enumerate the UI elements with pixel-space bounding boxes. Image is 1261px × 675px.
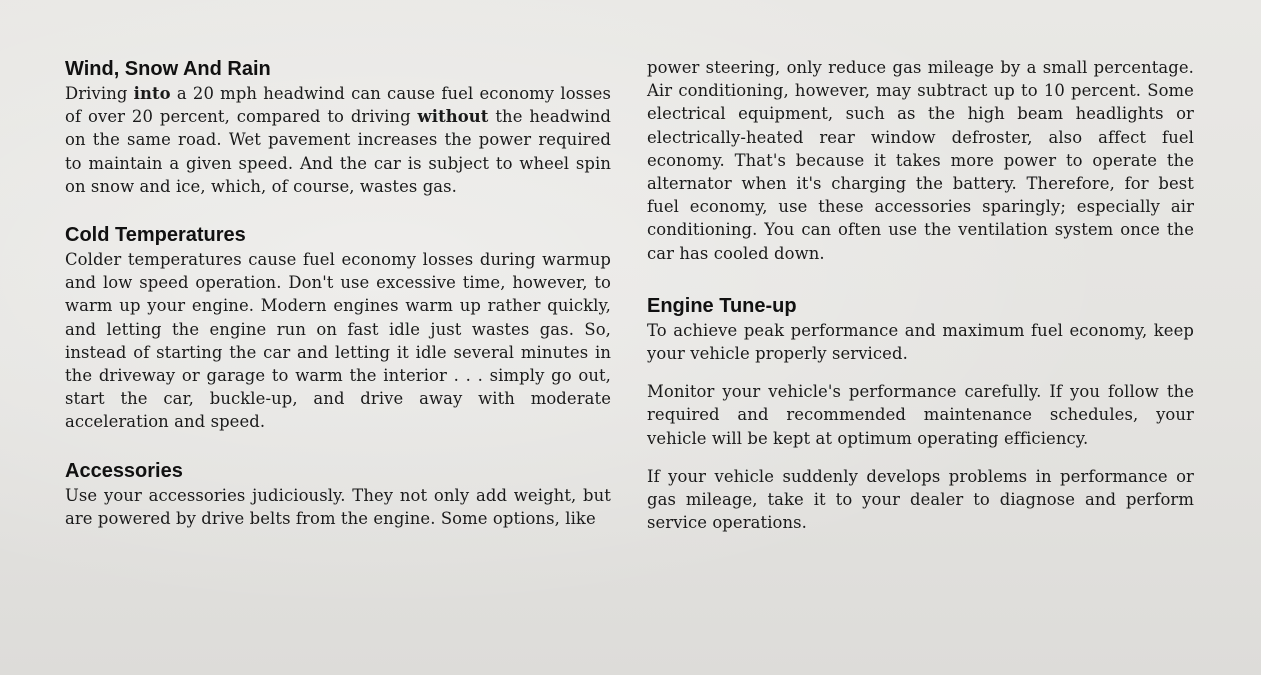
paragraph-gap [647, 450, 1194, 465]
engine-tuneup-para-1: To achieve peak performance and maximum fuel economy, keep your vehicle properly serviced. [647, 320, 1194, 364]
right-column [647, 56, 1194, 534]
engine-tuneup-para-3: If your vehicle suddenly develops problems in performance or gas mileage, take it to your dealer to diagnose and perform service operations. [647, 466, 1194, 533]
cold-temperatures-text: Colder temperatures cause fuel economy losses during warmup and low speed operation. Don't use excessive time, however, to warm up your engine. Modern engines warm up rather quickly, and letting the engine run on fast idle just wastes gas. So, instead of starting the car and letting it idle several minutes in the driveway or garage to warm the interior . . . simply go out, start the car, buckle-up, and drive away with moderate acceleration and speed. [65, 250, 611, 432]
wind-text-part-3: a 20 mph headwind can cause fuel economy losses of over 20 percent, compared to driving [65, 84, 611, 127]
section-gap [65, 198, 611, 222]
wind-text-part-1: Driving [65, 84, 134, 103]
wind-text-emphasis-into: into [133, 84, 171, 103]
section-gap [647, 265, 1194, 293]
wind-text-emphasis-without: without [417, 107, 489, 127]
engine-tuneup-para-2: Monitor your vehicle's performance carefully. If you follow the required and recommended maintenance schedules, your vehicle will be kept at optimum operating efficiency. [647, 382, 1194, 448]
wind-text-part-5: the headwind on the same road. Wet pavement increases the power required to maintain a given speed. And the car is subject to wheel spin on snow and ice, which, of course, wastes gas. [65, 107, 611, 196]
accessories-text: Use your accessories judiciously. They not only add weight, but are powered by drive belts from the engine. Some options, like [65, 485, 611, 528]
wind-snow-rain-text [65, 82, 611, 198]
accessories-heading: Accessories [65, 459, 183, 482]
accessories-continued-text: power steering, only reduce gas mileage by a small percentage. Air conditioning, however, may subtract up to 10 percent. Some electrical equipment, such as the high beam headlights or electrically-heated rear window defroster, also affect fuel economy. That's because it takes more power to operate the alternator when it's charging the battery. Therefore, for best fuel economy, use these accessories sparingly; especially air conditioning. You can often use the ventilation system once the car has cooled down. [647, 58, 1194, 263]
left-column [65, 56, 611, 530]
paragraph-gap [647, 365, 1194, 380]
engine-tuneup-heading: Engine Tune-up [647, 294, 797, 317]
cold-temperatures-heading: Cold Temperatures [65, 224, 246, 247]
section-gap [65, 434, 611, 458]
wind-snow-rain-heading: Wind, Snow And Rain [65, 58, 271, 80]
